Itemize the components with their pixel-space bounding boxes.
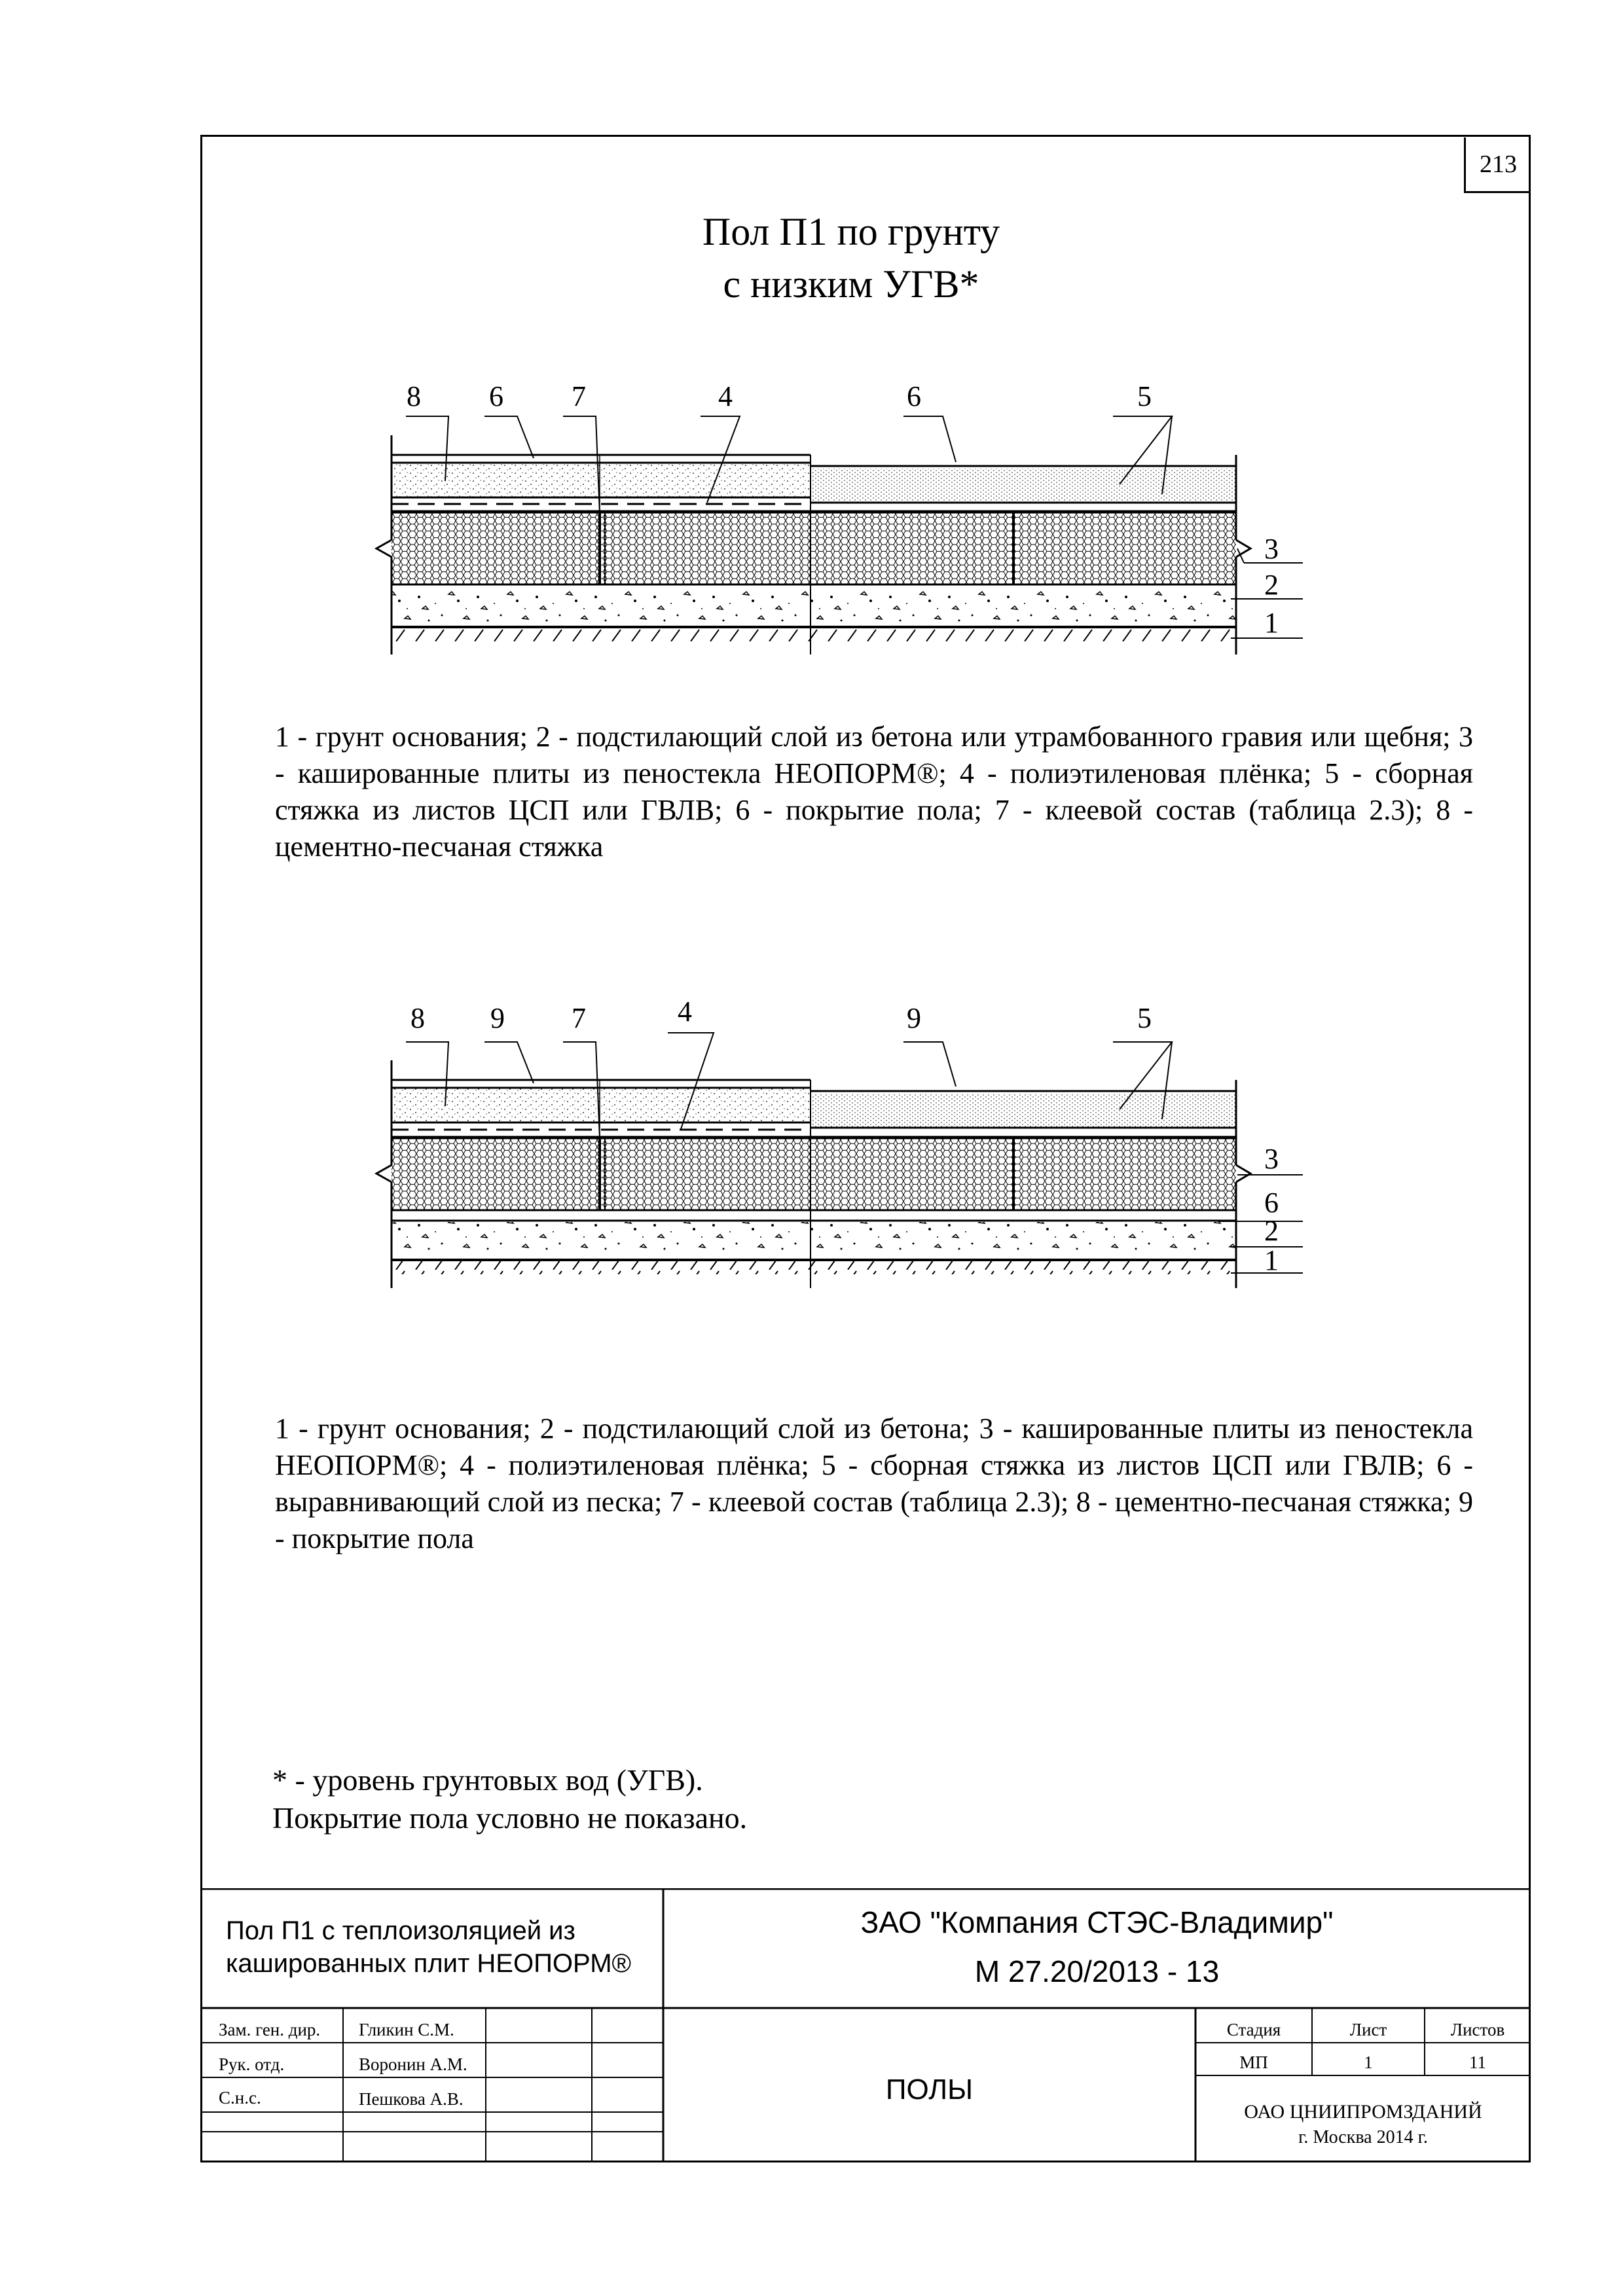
d1-callout: 3 <box>1264 533 1279 565</box>
d2-callout: 4 <box>678 996 692 1028</box>
signature-name: Гликин С.М. <box>359 2020 454 2039</box>
d2-callout: 9 <box>907 1002 921 1034</box>
signature-role: С.н.с. <box>219 2088 261 2108</box>
city-year: г. Москва 2014 г. <box>1298 2127 1428 2147</box>
d1-callout: 5 <box>1137 380 1152 412</box>
sheets-value: 11 <box>1469 2053 1486 2072</box>
organization-name: ОАО ЦНИИПРОМЗДАНИЙ <box>1244 2101 1482 2123</box>
d2-callout: 8 <box>410 1002 425 1034</box>
diagram1-legend: 1 - грунт основания; 2 - подстилающий слой из бетона или утрамбованного гравия или щебня; 3 - кашированные плиты из пеностекла НЕОПОРМ®; 4 - полиэтиленовая плёнка; 5 - сборная стяжка из листов ЦСП или ГВЛВ; 6 - покрытие пола; 7 - клеевой состав (таблица 2.3); 8 - цементно-песчаная стяжка <box>275 721 1473 863</box>
sheet-label: Лист <box>1349 2020 1387 2039</box>
d1-callout: 4 <box>718 380 733 412</box>
d1-callout: 1 <box>1264 607 1279 639</box>
signature-role: Зам. ген. дир. <box>219 2020 321 2039</box>
section-name: ПОЛЫ <box>885 2073 974 2106</box>
company-name: ЗАО "Компания СТЭС-Владимир" <box>860 1905 1334 1939</box>
d2-callout: 6 <box>1264 1187 1279 1219</box>
signature-name: Пешкова А.В. <box>359 2089 464 2109</box>
signature-role: Рук. отд. <box>219 2054 285 2074</box>
sheet-number: 213 <box>1464 137 1531 193</box>
stage-label: Стадия <box>1226 2020 1281 2039</box>
d1-callout: 6 <box>489 380 503 412</box>
document-code: М 27.20/2013 - 13 <box>974 1954 1220 1988</box>
page-title-line2: с низким УГВ* <box>723 262 979 306</box>
d1-callout: 8 <box>407 380 421 412</box>
drawing-title-line2: кашированных плит НЕОПОРМ® <box>226 1949 631 1978</box>
diagram2-legend: 1 - грунт основания; 2 - подстилающий слой из бетона; 3 - кашированные плиты из пеностекла НЕОПОРМ®; 4 - полиэтиленовая плёнка; 5 - сборная стяжка из листов ЦСП или ГВЛВ; 6 - выравнивающий слой из песка; 7 - клеевой состав (таблица 2.3); 8 - цементно-песчаная стяжка; 9 - покрытие пола <box>275 1412 1473 1554</box>
d2-callout: 7 <box>572 1002 586 1034</box>
page-title-line1: Пол П1 по грунту <box>702 210 1000 253</box>
d2-callout: 2 <box>1264 1215 1279 1247</box>
d2-callout: 9 <box>490 1002 505 1034</box>
d2-callout: 3 <box>1264 1143 1279 1175</box>
sheets-label: Листов <box>1450 2020 1505 2039</box>
note-covering: Покрытие пола условно не показано. <box>272 1801 748 1835</box>
note-ugv: * - уровень грунтовых вод (УГВ). <box>272 1763 703 1797</box>
sheet-value: 1 <box>1364 2053 1373 2072</box>
d1-callout: 2 <box>1264 569 1279 601</box>
diagram1-section <box>376 416 1303 655</box>
stage-value: МП <box>1239 2053 1268 2072</box>
d2-callout: 1 <box>1264 1244 1279 1276</box>
drawing-title-line1: Пол П1 с теплоизоляцией из <box>226 1916 575 1945</box>
signature-name: Воронин А.М. <box>359 2054 467 2074</box>
diagram2-section <box>376 1033 1303 1288</box>
d1-callout: 6 <box>907 380 921 412</box>
drawing-title <box>226 1914 631 1980</box>
d2-callout: 5 <box>1137 1002 1152 1034</box>
d1-callout: 7 <box>572 380 586 412</box>
